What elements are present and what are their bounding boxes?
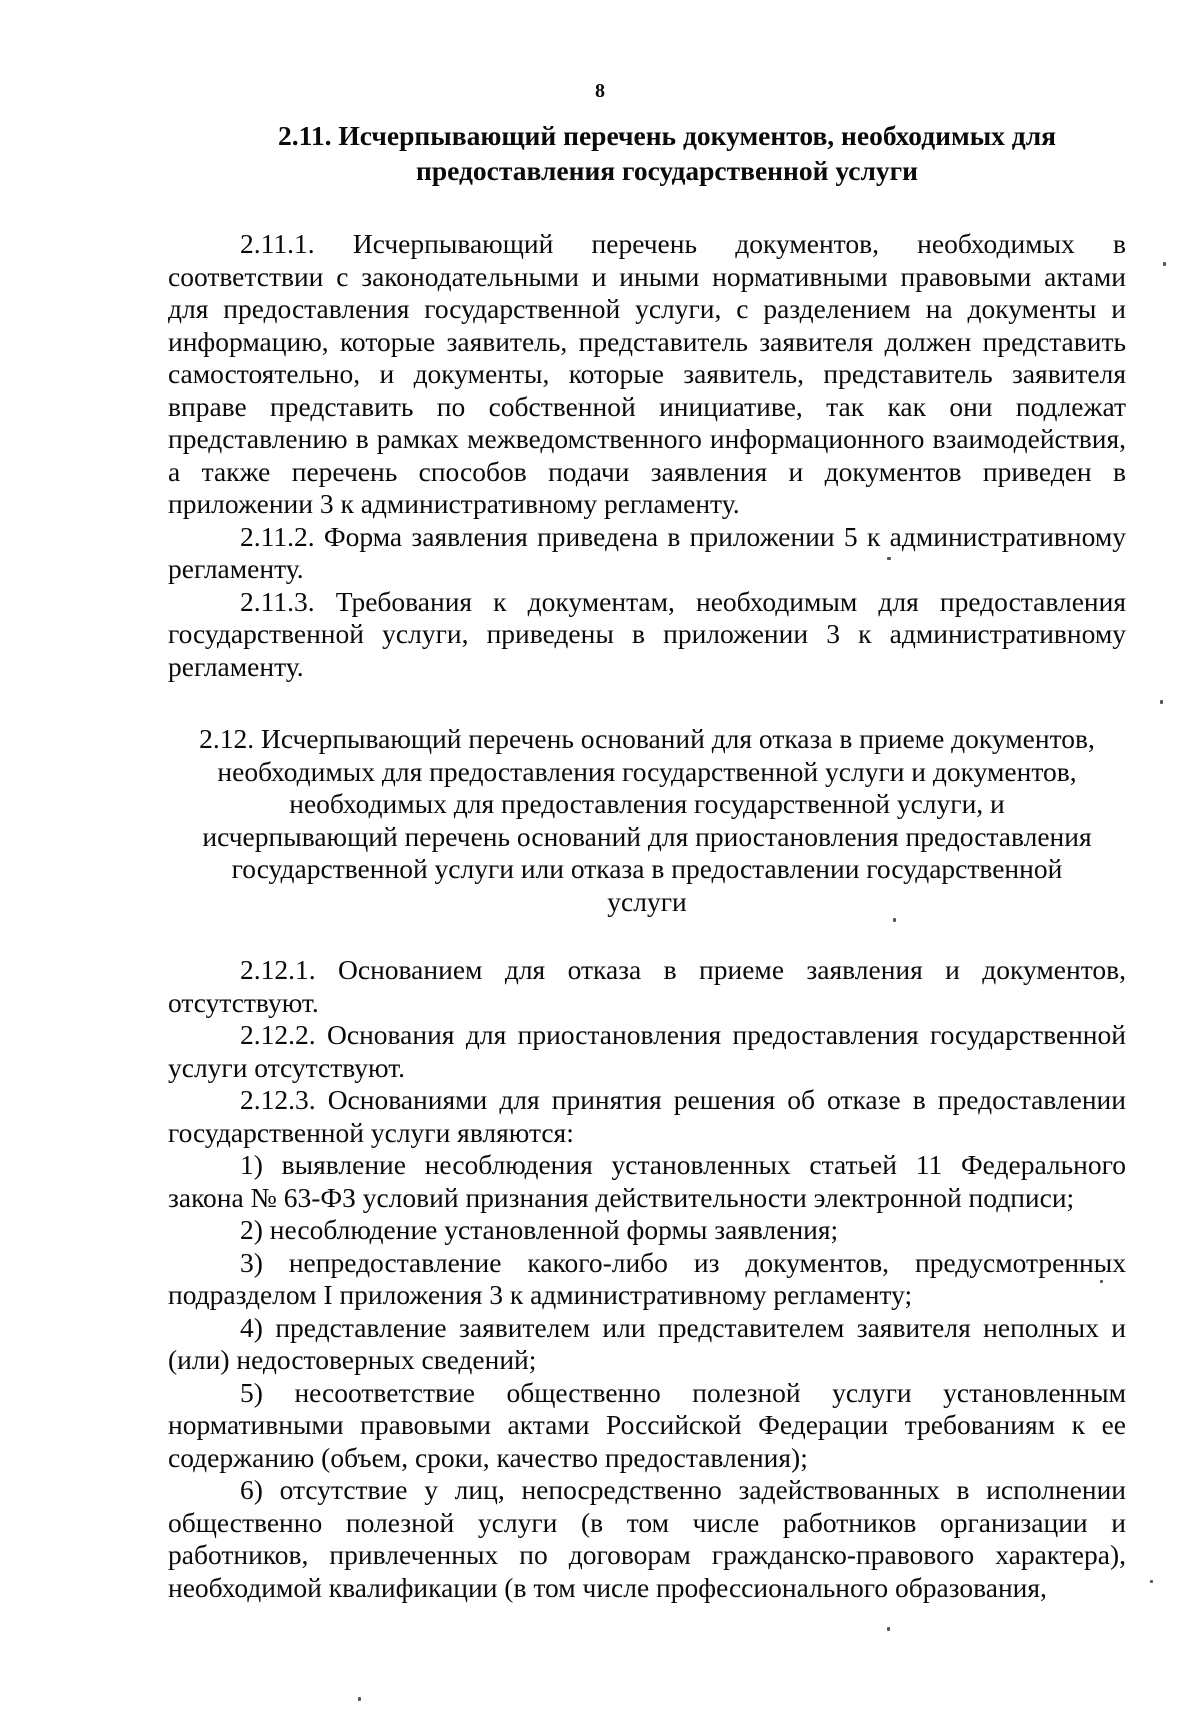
section-212-heading-line4: исчерпывающий перечень оснований для приостановления предоставления (202, 820, 1092, 852)
page-number: 8 (595, 80, 605, 102)
scan-speck (893, 918, 896, 922)
section-212-heading-line1: 2.12. Исчерпывающий перечень оснований для отказа в приеме документов, (199, 723, 1095, 754)
list-item-2: 2) несоблюдение установленной формы заявления; (240, 1214, 839, 1245)
scan-speck (1163, 262, 1166, 266)
paragraph-2-12-1: 2.12.1. Основанием для отказа в приеме заявления и документов, отсутствуют. (168, 954, 1126, 1018)
scan-speck (887, 557, 891, 560)
section-212-heading-line2: необходимых для предоставления государственной услуги и документов, (217, 755, 1077, 787)
section-211-heading-line1: 2.11. Исчерпывающий перечень документов, необходимых для (277, 120, 1057, 151)
spacer (168, 683, 1126, 723)
section-212-heading-line5: государственной услуги или отказа в предоставлении государственной (231, 853, 1063, 884)
scan-speck (1150, 1580, 1153, 1583)
section-211-heading-line2: предоставления государственной услуги (416, 155, 918, 186)
list-item-5: 5) несоответствие общественно полезной услуги установленным нормативными правовыми актами Российской Федерации требованиям к ее содержанию (объем, сроки, качество предоставления); (168, 1376, 1126, 1473)
scan-speck (358, 1697, 361, 1701)
section-212-heading-line6: услуги (607, 885, 687, 917)
paragraph-2-12-3: 2.12.3. Основаниями для принятия решения об отказе в предоставлении государственной услуги являются: (168, 1084, 1126, 1148)
list-item-6: 6) отсутствие у лиц, непосредственно задействованных в исполнении общественно полезной услуги (в том числе работников организации и работников, привлеченных по договорам гражданско-правового характера), необходимой квалификации (в том числе профессионального образования, (168, 1474, 1126, 1603)
list-item-4: 4) представление заявителем или представителем заявителя неполных и (или) недостоверных сведений; (168, 1311, 1126, 1375)
paragraph-2-11-2: 2.11.2. Форма заявления приведена в приложении 5 к административному регламенту. (168, 520, 1126, 584)
scan-speck (1160, 700, 1163, 704)
page-body (168, 118, 1126, 1604)
spacer (168, 918, 1126, 954)
paragraph-2-12-2: 2.12.2. Основания для приостановления предоставления государственной услуги отсутствуют. (168, 1019, 1126, 1083)
scan-speck (1100, 1280, 1103, 1283)
list-item-1: 1) выявление несоблюдения установленных статьей 11 Федерального закона № 63-ФЗ условий признания действительности электронной подписи; (168, 1149, 1126, 1213)
scan-speck (887, 1627, 890, 1631)
paragraph-2-11-1: 2.11.1. Исчерпывающий перечень документов, необходимых в соответствии с законодательными и иными нормативными правовыми актами для предоставления государственной услуги, с разделением на документы и информацию, которые заявитель, представитель заявителя должен представить самостоятельно, и документы, которые заявитель, представитель заявителя вправе представить по собственной инициативе, так как они подлежат представлению в рамках межведомственного информационного взаимодействия, а также перечень способов подачи заявления и документов приведен в приложении 3 к административному регламенту. (168, 228, 1126, 519)
section-212-heading-line3: необходимых для предоставления государственной услуги, и (289, 788, 1005, 819)
spacer (168, 188, 1126, 228)
paragraph-2-11-3: 2.11.3. Требования к документам, необходимым для предоставления государственной услуги, приведены в приложении 3 к административному регламенту. (168, 585, 1126, 682)
list-item-3: 3) непредоставление какого-либо из документов, предусмотренных подразделом I приложения 3 к административному регламенту; (168, 1246, 1126, 1310)
